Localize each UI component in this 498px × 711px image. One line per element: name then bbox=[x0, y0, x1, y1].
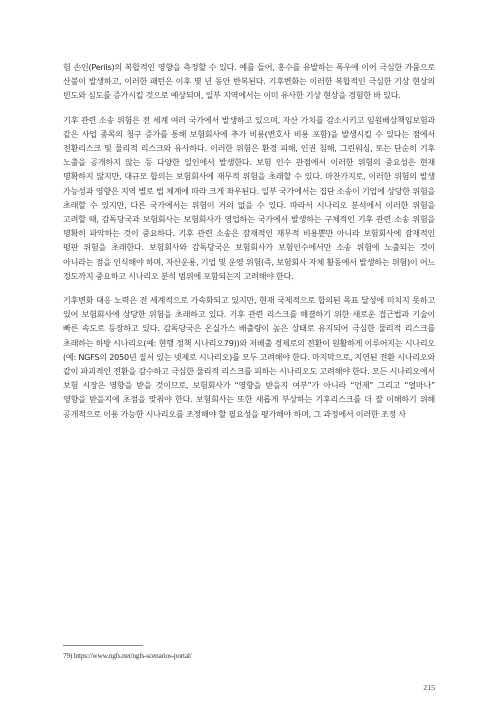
footnote: 79) https://www.ngfs.net/ngfs-scenarios-portal/ bbox=[63, 651, 192, 660]
page-number: 215 bbox=[423, 683, 435, 692]
body-paragraph-1: 험 손인(Perils)의 복합적인 영향을 측정할 수 있다. 예를 들어, 홍수를 유발하는 폭우에 이어 극심한 가뭄으로 산불이 발생하고, 이러한 패턴은 이후 몇 년 동안 반복된다. 기후변화는 이러한 복합적인 극심한 기상 현상의 빈도와 심도를 증가시킬 것으로 예상되며, 일부 지역에서는 이미 유사한 기상 현상을 경험한 바 있다. bbox=[63, 62, 435, 101]
footnote-divider bbox=[63, 645, 143, 646]
body-paragraph-3: 기후변화 대응 노력은 전 세계적으로 가속화되고 있지만, 현재 국제적으로 합의된 목표 달성에 미치지 못하고 있어 보험회사에 상당한 위험을 초래하고 있다. 기후 관련 리스크를 해결하기 위한 새로운 접근법과 기술이 빠른 속도로 등장하고 있다. 감독당국은 온실가스 배출량이 높은 상태로 유지되어 극심한 물리적 리스크를 초래하는 하방 시나리오(예: 현행 정책 시나리오79))와 저배출 경제로의 전환이 원활하게 이루어지는 시나리오(예: NGFS의 2050년 질서 있는 넷제로 시나리오)를 모두 고려해야 한다. 마지막으로, 지연된 전환 시나리오와 같이 파괴적인 전환을 감수하고 극심한 물리적 리스크를 피하는 시나리오도 고려해야 한다. 모든 시나리오에서 보험 시장은 영향을 받을 것이므로, 보험회사가 “영향을 받을지 여부”가 아니라 “언제” 그리고 “얼마나” 영향을 받을지에 초점을 맞춰야 한다. 보험회사는 또한 새롭게 부상하는 기후리스크를 더 잘 이해하기 위해 공개적으로 이용 가능한 시나리오를 조정해야 할 필요성을 평가해야 하며, 그 과정에서 이러한 조정 사 bbox=[63, 295, 436, 419]
body-paragraph-2: 기후 관련 소송 위험은 전 세계 여러 국가에서 발생하고 있으며, 자산 가치를 감소시키고 임원배상책임보험과 같은 사업 종목의 청구 증가를 통해 보험회사에 추가 비용(변호사 비용 포함)을 발생시킬 수 있다는 점에서 전환리스크 및 물리적 리스크와 유사하다. 이러한 위험은 환경 피해, 인권 침해, 그린워싱, 또는 단순히 기후 노출을 공개하지 않는 등 다양한 일인에서 발생한다. 보험 인수 관점에서 이러한 위험의 중요성은 현재 명확하지 않지만, 대규모 합의는 보험회사에 재무적 위험을 초래할 수 있다. 마찬가지로, 이러한 위험의 발생 가능성과 영향은 지역 별로 법 체계에 따라 크게 좌우된다. 일부 국가에서는 집단 소송이 기업에 상당한 위험을 초래할 수 있지만, 다른 국가에서는 위험이 거의 없을 수 있다. 따라서 시나리오 분석에서 이러한 위험을 고려할 때, 감독당국과 보험회사는 보험회사가 영업하는 국가에서 발생하는 구체적인 기후 관련 소송 위험을 명확히 파악하는 것이 중요하다. 기후 관련 소송은 잠재적인 재무적 비용뿐만 아니라 보험회사에 잠재적인 평판 위험을 초래한다. 보험회사와 감독당국은 보험회사가 보험인수에서만 소송 위험에 노출되는 것이 아니라는 점을 인식해야 하며, 자산운용, 기업 및 운영 위험(즉, 보험회사 자체 활동에서 발생하는 위험)이 어느 정도까지 중요하고 시나리오 분석 범위에 포함되는지 고려해야 한다. bbox=[63, 114, 435, 281]
